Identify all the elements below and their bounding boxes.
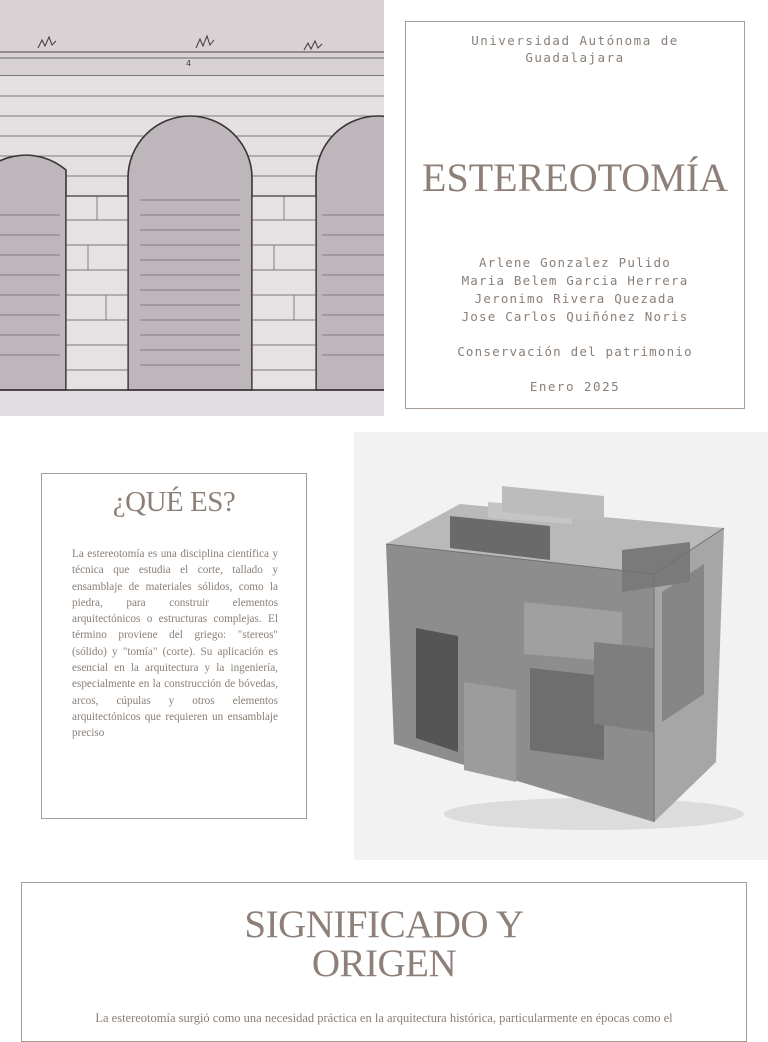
origin-section-card [21, 882, 747, 1042]
cover-title-card [405, 21, 745, 409]
definition-card [41, 473, 307, 819]
main-title: ESTEREOTOMÍA [422, 155, 728, 200]
author-name: Maria Belem Garcia Herrera [461, 273, 689, 288]
author-name: Jeronimo Rivera Quezada [474, 291, 676, 306]
origin-heading-line: SIGNIFICADO Y [244, 903, 524, 946]
author-name: Arlene Gonzalez Pulido [479, 255, 671, 270]
author-list [406, 254, 744, 326]
document-date: Enero 2025 [529, 379, 621, 394]
course-name: Conservación del patrimonio [457, 344, 693, 359]
concrete-cube-sculpture-photo [354, 432, 768, 860]
origin-heading [22, 905, 746, 983]
definition-heading: ¿QUÉ ES? [112, 486, 236, 518]
author-name: Jose Carlos Quiñónez Noris [461, 309, 689, 324]
university-name: Universidad Autónoma de Guadalajara [471, 33, 679, 65]
arcade-drawing [0, 0, 384, 416]
cube-sculpture-drawing [354, 432, 768, 860]
definition-text: La estereotomía es una disciplina científica y técnica que estudia el corte, tallado y ensamblaje de materiales sólidos, como la piedra, para construir elementos arquitectónicos o estructuras complejas. El término proviene del griego: "stereos" (sólido) y "tomía" (corte). Su aplicación es esencial en la arquitectura y la ingeniería, especialmente en la construcción de bóvedas, arcos, cúpulas y otros elementos arquitectónicos que requieren un ensamblaje preciso [72, 548, 278, 740]
engraving-number: 4 [186, 59, 192, 68]
arcade-engraving-image [0, 0, 384, 416]
origin-text: La estereotomía surgió como una necesidad práctica en la arquitectura histórica, particularmente en épocas como el [95, 1011, 673, 1025]
origin-heading-line: ORIGEN [311, 942, 457, 985]
